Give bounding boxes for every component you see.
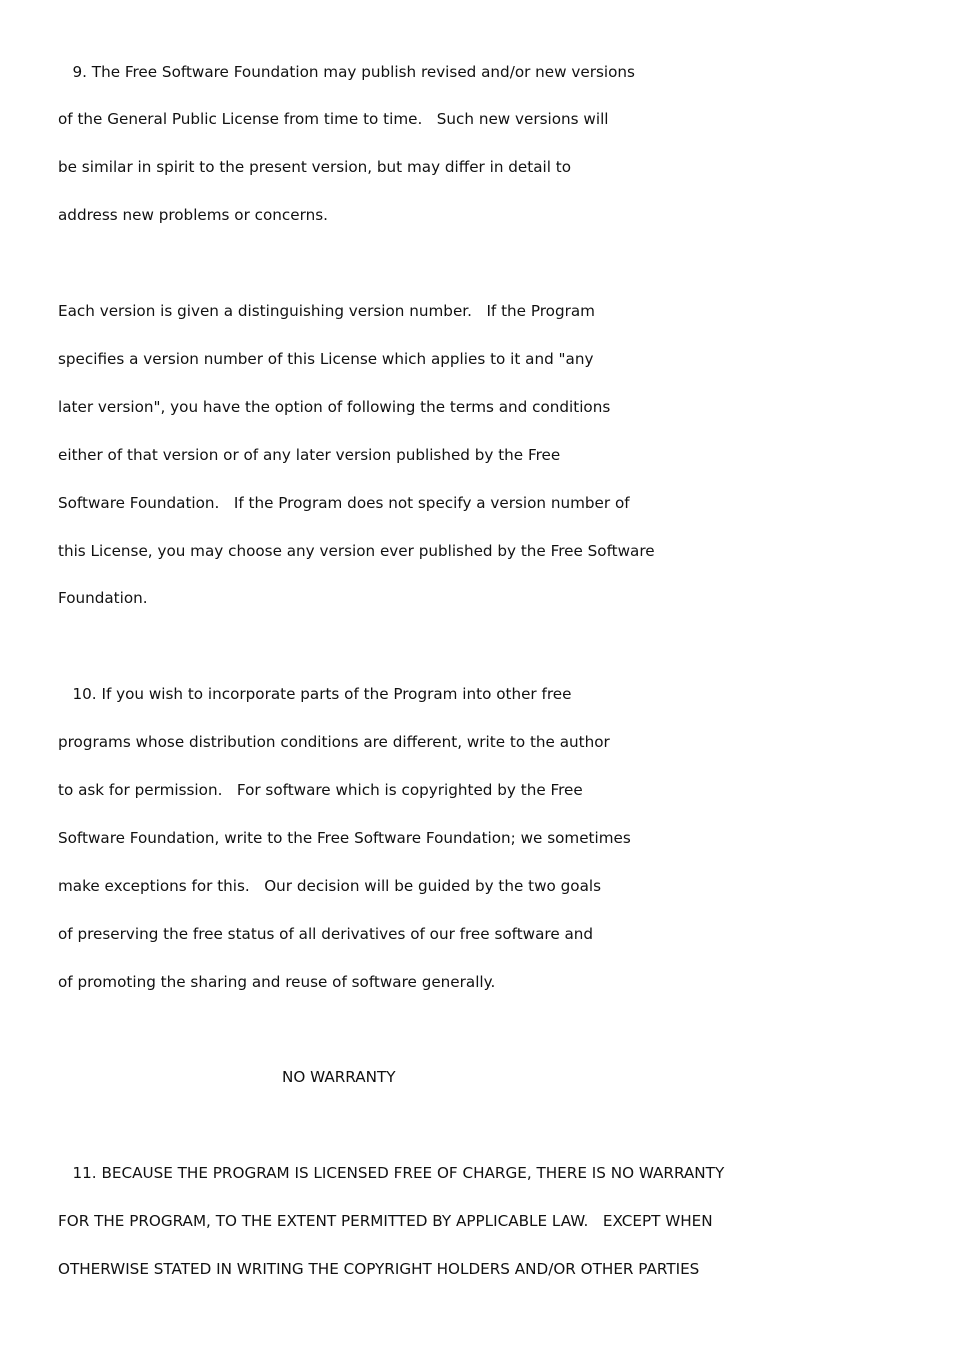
text-line: be similar in spirit to the present version, but may differ in detail to bbox=[58, 158, 572, 176]
text-line: to ask for permission. For software which is copyrighted by the Free bbox=[58, 781, 583, 799]
text-line: later version", you have the option of following the terms and conditions bbox=[58, 398, 611, 416]
text-line: this License, you may choose any version ever published by the Free Software bbox=[58, 542, 655, 560]
text-line: FOR THE PROGRAM, TO THE EXTENT PERMITTED BY APPLICABLE LAW. EXCEPT WHEN bbox=[58, 1212, 713, 1230]
text-line: Software Foundation. If the Program does not specify a version number of bbox=[58, 494, 630, 512]
text-line: specifies a version number of this License which applies to it and "any bbox=[58, 350, 594, 368]
text-line: address new problems or concerns. bbox=[58, 206, 328, 224]
text-line: either of that version or of any later version published by the Free bbox=[58, 446, 561, 464]
text-line: make exceptions for this. Our decision will be guided by the two goals bbox=[58, 877, 602, 895]
text-line: Software Foundation, write to the Free Software Foundation; we sometimes bbox=[58, 829, 631, 847]
text-line: Each version is given a distinguishing version number. If the Program bbox=[58, 302, 595, 320]
text-line: programs whose distribution conditions are different, write to the author bbox=[58, 733, 610, 751]
text-line: 11. BECAUSE THE PROGRAM IS LICENSED FREE OF CHARGE, THERE IS NO WARRANTY bbox=[58, 1164, 725, 1182]
text-line: OTHERWISE STATED IN WRITING THE COPYRIGHT HOLDERS AND/OR OTHER PARTIES bbox=[58, 1260, 700, 1278]
text-line: of promoting the sharing and reuse of software generally. bbox=[58, 973, 496, 991]
section-heading: NO WARRANTY bbox=[282, 1068, 396, 1086]
text-line: of the General Public License from time to time. Such new versions will bbox=[58, 110, 609, 128]
text-line: 10. If you wish to incorporate parts of the Program into other free bbox=[58, 685, 572, 703]
text-line: 9. The Free Software Foundation may publish revised and/or new versions bbox=[58, 63, 635, 81]
text-line: of preserving the free status of all derivatives of our free software and bbox=[58, 925, 594, 943]
text-line: Foundation. bbox=[58, 589, 148, 607]
